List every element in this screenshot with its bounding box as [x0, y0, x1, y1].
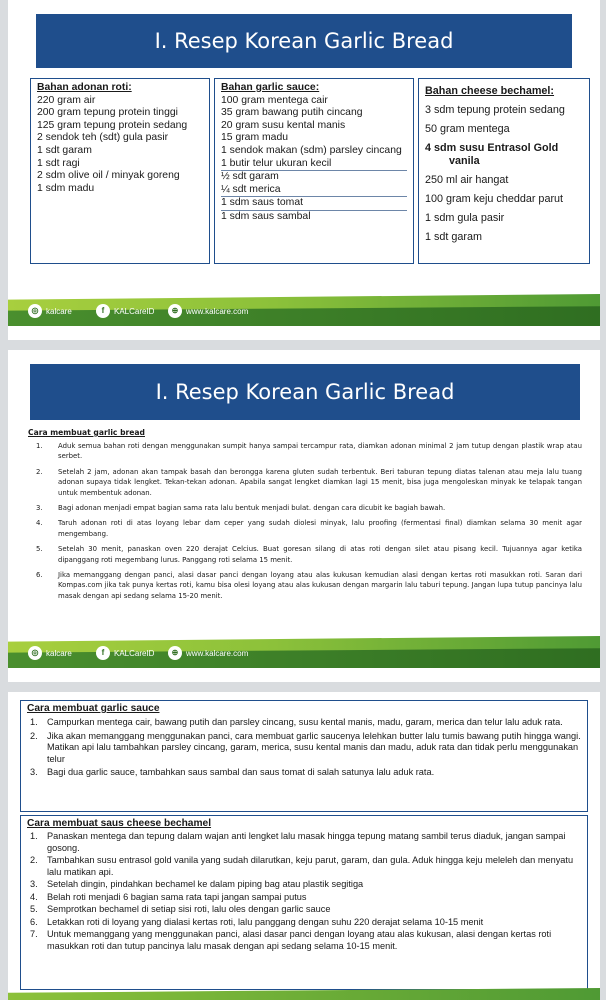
slide-ingredients: [8, 0, 600, 340]
cheese-bechamel-steps: [20, 815, 588, 990]
dough-heading: Bahan adonan roti:: [37, 82, 132, 93]
brand-website: ⊕ www.kalcare.com: [168, 646, 248, 660]
brand-kalcare: ◎ kalcare: [28, 646, 72, 660]
step-item: 1. Campurkan mentega cair, bawang putih dan parsley cincang, susu kental manis, madu, garam, merica dan telur lalu aduk rata.: [30, 717, 563, 727]
ingredient-item-highlight: 4 sdm susu Entrasol Gold: [425, 142, 559, 154]
ingredient-item: ¼ sdt merica: [221, 184, 407, 198]
ingredient-item: 1 sdm saus sambal: [221, 210, 311, 222]
ingredient-item: 200 gram tepung protein tinggi: [37, 107, 178, 119]
step-item: 3. Setelah dingin, pindahkan bechamel ke dalam piping bag atau plastik segitiga: [30, 879, 364, 889]
ingredient-item: 1 sdt garam: [425, 231, 483, 243]
step-item: 4. Belah roti menjadi 6 bagian sama rata tapi jangan sampai putus: [30, 891, 307, 902]
ingredient-item: 125 gram tepung protein sedang: [37, 119, 188, 131]
slide-sauce-steps: [8, 692, 600, 1000]
bread-steps: [28, 428, 582, 606]
brand-website: ⊕ www.kalcare.com: [168, 304, 248, 318]
step-item: 1. Panaskan mentega dan tepung dalam wajan anti lengket lalu masak hingga tepung matang sambil terus diaduk, jangan sampai gosong.: [30, 831, 566, 853]
ingredient-item-highlight-cont: vanila: [449, 155, 480, 167]
step-item: 2. Jika akan memanggang menggunakan panci, cara membuat garlic saucenya lelehkan butter lalu tumis bawang putih hingga wangi. Matikan api lalu tambahkan parsley cincang, garam, merica, susu kental manis dan madu, aduk rata dan tidak perlu menggunakan telur: [30, 730, 581, 764]
ingredient-item: 35 gram bawang putih cincang: [221, 107, 363, 119]
ingredient-item: 220 gram air: [37, 94, 96, 106]
step-item: 3. Bagi adonan menjadi empat bagian sama rata lalu bentuk menjadi bulat. dengan cara dicubit ke bagiah bawah.: [36, 504, 446, 513]
dough-ingredients: [30, 78, 210, 264]
ingredient-item: 1 sdm saus tomat: [221, 197, 407, 211]
ingredient-item: 1 sdm gula pasir: [425, 212, 505, 224]
footer-band: [8, 626, 600, 668]
step-item: 1. Aduk semua bahan roti dengan menggunakan sumpit hanya sampai tercampur rata, diamkan adonan minimal 2 jam tutup dengan plastik wrap atau serbet.: [36, 442, 582, 461]
ingredient-item: 1 sendok makan (sdm) parsley cincang: [221, 144, 402, 156]
ingredient-item: 1 sdt ragi: [37, 157, 80, 169]
bread-steps-heading: Cara membuat garlic bread: [28, 428, 145, 437]
ingredient-item: 3 sdm tepung protein sedang: [425, 104, 565, 116]
step-item: 7. Untuk memanggang yang menggunakan panci, alasi dasar panci dengan loyang atau alas kukusan, alasi dengan kertas roti masukkan roti dan tutup pancinya lalu masak dengan api sedang selama 10-15 menit.: [30, 929, 552, 951]
step-item: 4. Taruh adonan roti di atas loyang lebar dam ceper yang sudah diolesi minyak, lalu proofing (fermentasi final) diamkan selama 30 menit agar mengembang.: [36, 519, 582, 538]
slide-title: I. Resep Korean Garlic Bread: [36, 14, 572, 68]
step-item: 2. Setelah 2 jam, adonan akan tampak basah dan berongga karena gluten sudah terbentuk. Beri taburan tepung diatas talenan atau meja lalu tuang adonan supaya tidak lengket. Tekan-tekan adonan. Apabila sangat lengket diamkan lagi 15 menit, bisa juga mengoleskan minyak ke telapak tangan untuk membentuk adonan.: [36, 467, 582, 497]
slide-bread-steps: [8, 350, 600, 682]
ingredient-item: 100 gram keju cheddar parut: [425, 193, 564, 205]
garlic-sauce-steps: [20, 700, 588, 812]
ingredient-item: ½ sdt garam: [221, 171, 279, 183]
ingredient-item: 2 sendok teh (sdt) gula pasir: [37, 132, 169, 144]
ingredient-item: 2 sdm olive oil / minyak goreng: [37, 170, 180, 182]
ingredient-item: 100 gram mentega cair: [221, 94, 328, 106]
ingredient-item: 1 sdt garam: [37, 144, 92, 156]
globe-icon: ⊕: [168, 646, 182, 660]
globe-icon: ⊕: [168, 304, 182, 318]
ingredient-item: 15 gram madu: [221, 132, 288, 144]
step-item: 3. Bagi dua garlic sauce, tambahkan saus sambal dan saus tomat di salah satunya lalu aduk rata.: [30, 767, 435, 777]
garlic-sauce-heading: Cara membuat garlic sauce: [27, 703, 160, 714]
brand-kalcare: ◎ kalcare: [28, 304, 72, 318]
ingredient-item: 250 ml air hangat: [425, 174, 509, 186]
ingredient-item: 1 butir telur ukuran kecil: [221, 158, 407, 172]
sauce-ingredients: [214, 78, 414, 264]
kalcare-logo-icon: ◎: [28, 304, 42, 318]
cheese-ingredients: [418, 78, 590, 264]
facebook-icon: f: [96, 646, 110, 660]
ingredients-table: [30, 78, 590, 264]
step-item: 6. Letakkan roti di loyang yang dialasi kertas roti, lalu panggang dengan suhu 220 derajat selama 10-15 menit: [30, 916, 484, 927]
facebook-icon: f: [96, 304, 110, 318]
step-item: 2. Tambahkan susu entrasol gold vanila yang sudah dilarutkan, keju parut, garam, dan gula. Aduk hingga keju meleleh dan menyatu lalu matikan api.: [30, 855, 574, 877]
sauce-heading: Bahan garlic sauce:: [221, 82, 320, 93]
step-item: 5. Semprotkan bechamel di setiap sisi roti, lalu oles dengan garlic sauce: [30, 904, 331, 914]
cheese-heading: Bahan cheese bechamel:: [425, 85, 555, 97]
ingredient-item: 20 gram susu kental manis: [221, 119, 346, 131]
brand-facebook: f KALCareID: [96, 304, 154, 318]
slide-title: I. Resep Korean Garlic Bread: [30, 364, 580, 420]
ingredient-item: 50 gram mentega: [425, 123, 510, 135]
step-item: 6. Jika memanggang dengan panci, alasi dasar panci dengan loyang atau alas kukusan kemudian alasi dengan kertas roti masukkan roti. Saran dari Kompas.com jika tak punya kertas roti, kamu bisa olesi loyang atau alas kukusan dengan margarin lalu taburi tepung. Jangan lupa tutup pancinya lalu masak dengan api sedang selama 15-20 menit.: [36, 571, 582, 600]
brand-facebook: f KALCareID: [96, 646, 154, 660]
kalcare-logo-icon: ◎: [28, 646, 42, 660]
step-item: 5. Setelah 30 menit, panaskan oven 220 derajat Celcius. Buat goresan silang di atas roti dengan silet atau pisang kecil. Tujuannya agar ketika dipanggang roti megembang lurus. Panggang roti selama 15 menit.: [36, 545, 582, 564]
ingredient-item: 1 sdm madu: [37, 182, 95, 194]
cheese-bechamel-heading: Cara membuat saus cheese bechamel: [27, 818, 212, 829]
footer-band: [8, 284, 600, 326]
